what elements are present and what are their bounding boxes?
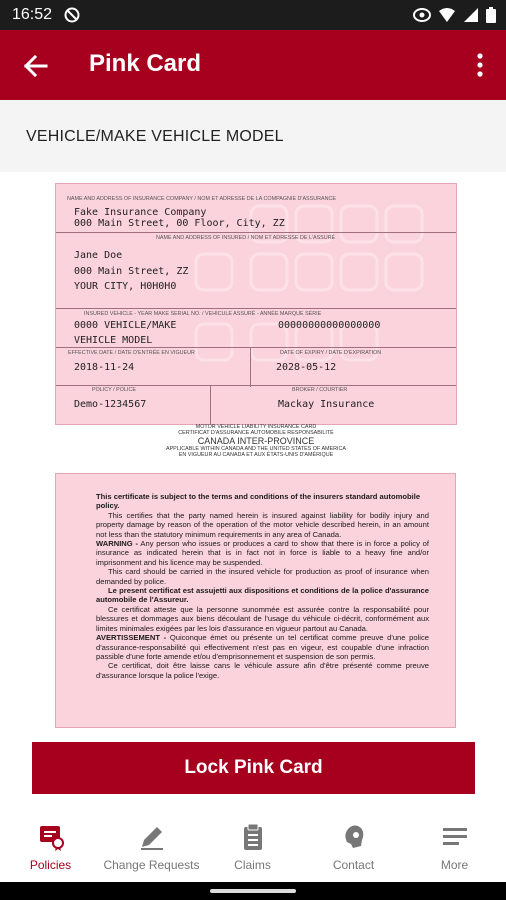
page-title: Pink Card [89,50,202,77]
status-time: 16:52 [12,6,53,23]
bottom-nav [0,810,506,882]
policy-number: Demo-1234567 [74,399,147,410]
insurer-header: NAME AND ADDRESS OF INSURANCE COMPANY / NOM ET ADRESSE DE LA COMPAGNIE D'ASSURANCE [67,196,337,202]
caption-line: MOTOR VEHICLE LIABILITY INSURANCE CARD [195,424,317,430]
terms-panel [55,473,456,728]
privacy-eye-icon [413,7,431,23]
caption-line: CERTIFICAT D'ASSURANCE AUTOMOBILE RESPONSABILITÉ [178,430,334,436]
terms-paragraph: This certifies that the party named herein is insured against liability for bodily injury and property damage by reason of the operation of the motor vehicle described herein, in an amount not less than the statutory minimum requirements in any area of Canada. [96,510,429,539]
vehicle-info-header: INSURED VEHICLE - YEAR MAKE SERIAL NO. / VEHICULE ASSURÉ - ANNÉE MARQUE SÉRIE [84,311,322,317]
caption-line: APPLICABLE WITHIN CANADA AND THE UNITED STATES OF AMERICA [165,446,347,452]
insured-name: Jane Doe [74,250,123,261]
vehicle-header [0,100,506,172]
back-arrow-icon[interactable] [22,53,48,79]
card-divider [56,347,456,348]
card-divider [56,232,456,233]
insured-street: 000 Main Street, ZZ [74,266,189,277]
insured-city: YOUR CITY, H0H0H0 [74,281,177,292]
vehicle-make: 0000 VEHICLE/MAKE [74,320,177,331]
broker-header: BROKER / COURTIER [292,387,348,393]
effective-date-header: EFFECTIVE DATE / DATE D'ENTRÉE EN VIGUEUR [68,350,195,356]
policy-header: POLICY / POLICE [92,387,136,393]
expiry-date-header: DATE OF EXPIRY / DATE D'EXPIRATION [280,350,382,356]
lock-pink-card-button[interactable]: Lock Pink Card [32,742,475,794]
nav-label: More [440,858,469,872]
nav-label: Contact [332,858,375,872]
expiry-date: 2028-05-12 [276,362,337,373]
signal-icon [463,7,479,23]
pink-card [55,183,457,425]
card-divider [56,385,456,386]
broker-name: Mackay Insurance [278,399,375,410]
nav-item-more[interactable] [404,810,505,882]
terms-paragraph [96,492,429,511]
terms-bold: This certificate is subject to the terms and conditions of the insurers standard automobile policy. [96,492,421,511]
terms-bold: WARNING - [96,539,139,549]
wifi-icon [438,7,456,23]
terms-paragraph: Ce certificat, doit être laisse cans le véhicule assure afin d'être présenté comme preuve d'assurance lorsque la police l'exige. [96,661,429,680]
do-not-disturb-icon [64,7,80,23]
terms-bold: Le present certificat est assujetti aux dispositions et conditions de la police d'assurance automobile de l'Assureur. [96,586,429,605]
terms-paragraph [96,633,429,661]
nav-label: Claims [234,858,271,872]
nav-item-contact[interactable] [303,810,404,882]
policies-icon [36,822,66,852]
card-caption [55,424,457,458]
clipboard-icon [238,822,268,852]
card-divider [250,347,251,387]
app-bar [0,30,506,100]
nav-label: Change Requests [103,858,200,872]
card-divider [210,385,211,424]
terms-bold: AVERTISSEMENT - [96,633,167,643]
insurer-name: Fake Insurance Company [74,207,207,218]
caption-line: EN VIGUEUR AU CANADA ET AUX ÉTATS-UNIS D'AMÉRIQUE [178,452,334,458]
insured-header: NAME AND ADDRESS OF INSURED / NOM ET ADRESSE DE L'ASSURÉ [156,235,336,241]
terms-paragraph [96,539,429,567]
status-bar [0,0,506,30]
nav-item-change-requests[interactable] [101,810,202,882]
vehicle-serial: 00000000000000000 [278,320,381,331]
effective-date: 2018-11-24 [74,362,135,373]
terms-paragraph: This card should be carried in the insured vehicle for production as proof of insurance when demanded by police. [96,567,429,586]
home-indicator[interactable] [210,889,296,893]
terms-paragraph [96,586,429,605]
vehicle-model: VEHICLE MODEL [74,335,153,346]
terms-paragraph: Ce certificat atteste que la personne sunommée est assurée contre la responsabilité pour blessures et dommages aux biens découlant de l'usage du véhicule ci-décrit, conformément aux limites minimales exigées par les lois d'assurance en vigueur partout au Canada. [96,604,429,633]
terms-text: Any person who issues or produces a card to show that there is in force a policy of insurance as indicated herein that is in fact not in force is liable to a heavy fine and/or imprisonment and his licence may be suspended. [96,539,429,567]
nav-label: Policies [29,858,72,872]
headset-icon [339,822,369,852]
pencil-icon [137,822,167,852]
card-divider [56,308,456,309]
vehicle-header-text: VEHICLE/MAKE VEHICLE MODEL [26,128,284,145]
gesture-bar [0,882,506,900]
terms-text: Quiconque émet ou présente un tel certificat comme preuve d'une police d'assurance-responsabilité qui effectivement n'est pas en vigeur, est coupable d'une infraction passible d'une forte amende et/ou d'emprisonnement et suspension de son permis. [96,633,429,661]
nav-item-policies[interactable] [0,810,101,882]
insurer-address: 000 Main Street, 00 Floor, City, ZZ [74,218,285,229]
battery-icon [486,7,496,23]
overflow-menu-icon[interactable] [474,52,486,78]
nav-item-claims[interactable] [202,810,303,882]
menu-icon [440,822,470,852]
caption-title: CANADA INTER-PROVINCE [197,436,315,446]
